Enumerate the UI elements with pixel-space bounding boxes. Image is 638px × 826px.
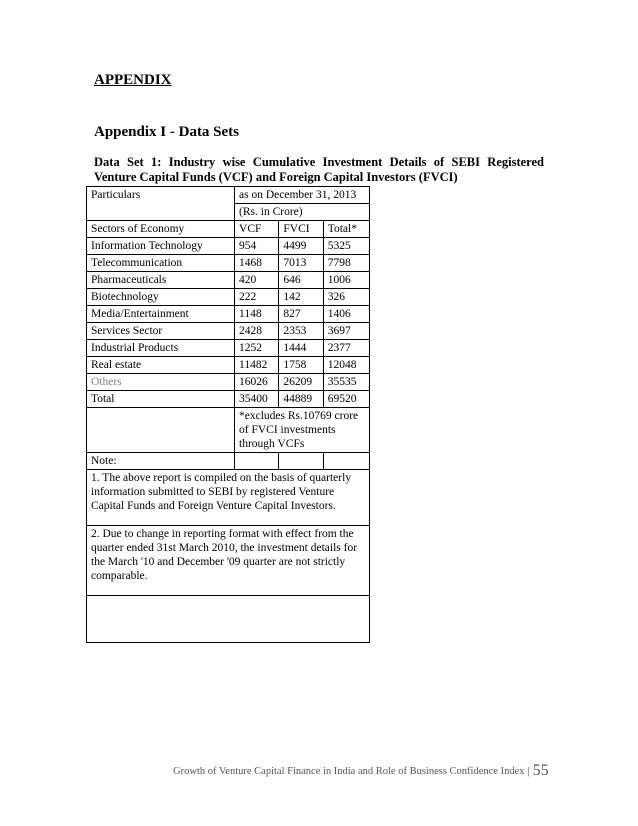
fvci-cell: 1444 xyxy=(279,340,323,357)
total-cell: 5325 xyxy=(323,238,369,255)
total-cell: 35535 xyxy=(323,374,369,391)
fvci-cell: 2353 xyxy=(279,323,323,340)
sector-cell: Media/Entertainment xyxy=(87,306,235,323)
vcf-cell: 1468 xyxy=(235,255,279,272)
table-row xyxy=(87,340,370,357)
table-header-row xyxy=(87,187,370,204)
vcf-cell: 222 xyxy=(235,289,279,306)
note-label-row xyxy=(87,453,370,470)
column-header-row xyxy=(87,221,370,238)
note-row xyxy=(87,526,370,596)
note-row xyxy=(87,470,370,526)
vcf-cell: 35400 xyxy=(235,391,279,408)
sector-cell: Information Technology xyxy=(87,238,235,255)
footnote: *excludes Rs.10769 crore of FVCI investments through VCFs xyxy=(235,408,370,453)
dataset-title xyxy=(94,155,544,185)
vcf-cell: 16026 xyxy=(235,374,279,391)
total-cell: 3697 xyxy=(323,323,369,340)
table-row xyxy=(87,306,370,323)
column-header: FVCI xyxy=(279,221,323,238)
table-row xyxy=(87,323,370,340)
vcf-cell: 1252 xyxy=(235,340,279,357)
total-row xyxy=(87,391,370,408)
sector-cell: Industrial Products xyxy=(87,340,235,357)
column-header: Sectors of Economy xyxy=(87,221,235,238)
empty-cell xyxy=(279,453,323,470)
section-title xyxy=(94,124,239,141)
total-cell: 2377 xyxy=(323,340,369,357)
footer-text: Growth of Venture Capital Finance in India and Role of Business Confidence Index xyxy=(173,766,525,777)
fvci-cell: 4499 xyxy=(279,238,323,255)
note-1: 1. The above report is compiled on the basis of quarterly information submitted to SEBI by registered Venture Capital Funds and Foreign Venture Capital Investors. xyxy=(87,470,370,526)
sector-cell: Services Sector xyxy=(87,323,235,340)
table-row xyxy=(87,255,370,272)
page-footer xyxy=(173,762,549,780)
note-2: 2. Due to change in reporting format with effect from the quarter ended 31st March 2010, the investment details for the March '10 and December '09 quarter are not strictly comparable. xyxy=(87,526,370,596)
sector-cell: Telecommunication xyxy=(87,255,235,272)
vcf-cell: 11482 xyxy=(235,357,279,374)
fvci-cell: 827 xyxy=(279,306,323,323)
dataset-title-line2: Venture Capital Funds (VCF) and Foreign Capital Investors (FVCI) xyxy=(94,170,458,184)
appendix-heading: APPENDIX xyxy=(94,72,172,88)
others-link[interactable]: Others xyxy=(87,374,235,391)
dataset-title-line1: Data Set 1: Industry wise Cumulative Investment Details of SEBI Registered xyxy=(94,155,544,169)
fvci-cell: 7013 xyxy=(279,255,323,272)
table-row xyxy=(87,357,370,374)
fvci-cell: 44889 xyxy=(279,391,323,408)
sector-cell: Pharmaceuticals xyxy=(87,272,235,289)
empty-cell xyxy=(235,453,279,470)
date-label: as on December 31, 2013 xyxy=(235,187,370,204)
investment-table xyxy=(86,186,370,596)
column-header: VCF xyxy=(235,221,279,238)
note-label: Note: xyxy=(87,453,235,470)
vcf-cell: 954 xyxy=(235,238,279,255)
total-cell: 7798 xyxy=(323,255,369,272)
particulars-label: Particulars xyxy=(87,187,235,221)
fvci-cell: 646 xyxy=(279,272,323,289)
sector-cell: Biotechnology xyxy=(87,289,235,306)
empty-cell xyxy=(87,408,235,453)
empty-cell xyxy=(323,453,369,470)
vcf-cell: 2428 xyxy=(235,323,279,340)
section-name: Data Sets xyxy=(174,124,240,140)
total-cell: 12048 xyxy=(323,357,369,374)
unit-label: (Rs. in Crore) xyxy=(235,204,370,221)
total-cell: 69520 xyxy=(323,391,369,408)
total-cell: 1406 xyxy=(323,306,369,323)
page-number: 55 xyxy=(532,762,549,779)
footer-separator: | xyxy=(527,766,530,777)
section-label: Appendix I - xyxy=(94,124,175,140)
fvci-cell: 142 xyxy=(279,289,323,306)
sector-cell: Real estate xyxy=(87,357,235,374)
table-row xyxy=(87,272,370,289)
sector-cell: Total xyxy=(87,391,235,408)
table-row xyxy=(87,238,370,255)
vcf-cell: 420 xyxy=(235,272,279,289)
fvci-cell: 26209 xyxy=(279,374,323,391)
total-cell: 326 xyxy=(323,289,369,306)
total-cell: 1006 xyxy=(323,272,369,289)
vcf-cell: 1148 xyxy=(235,306,279,323)
table-row xyxy=(87,289,370,306)
fvci-cell: 1758 xyxy=(279,357,323,374)
footnote-row xyxy=(87,408,370,453)
column-header: Total* xyxy=(323,221,369,238)
table-row xyxy=(87,374,370,391)
